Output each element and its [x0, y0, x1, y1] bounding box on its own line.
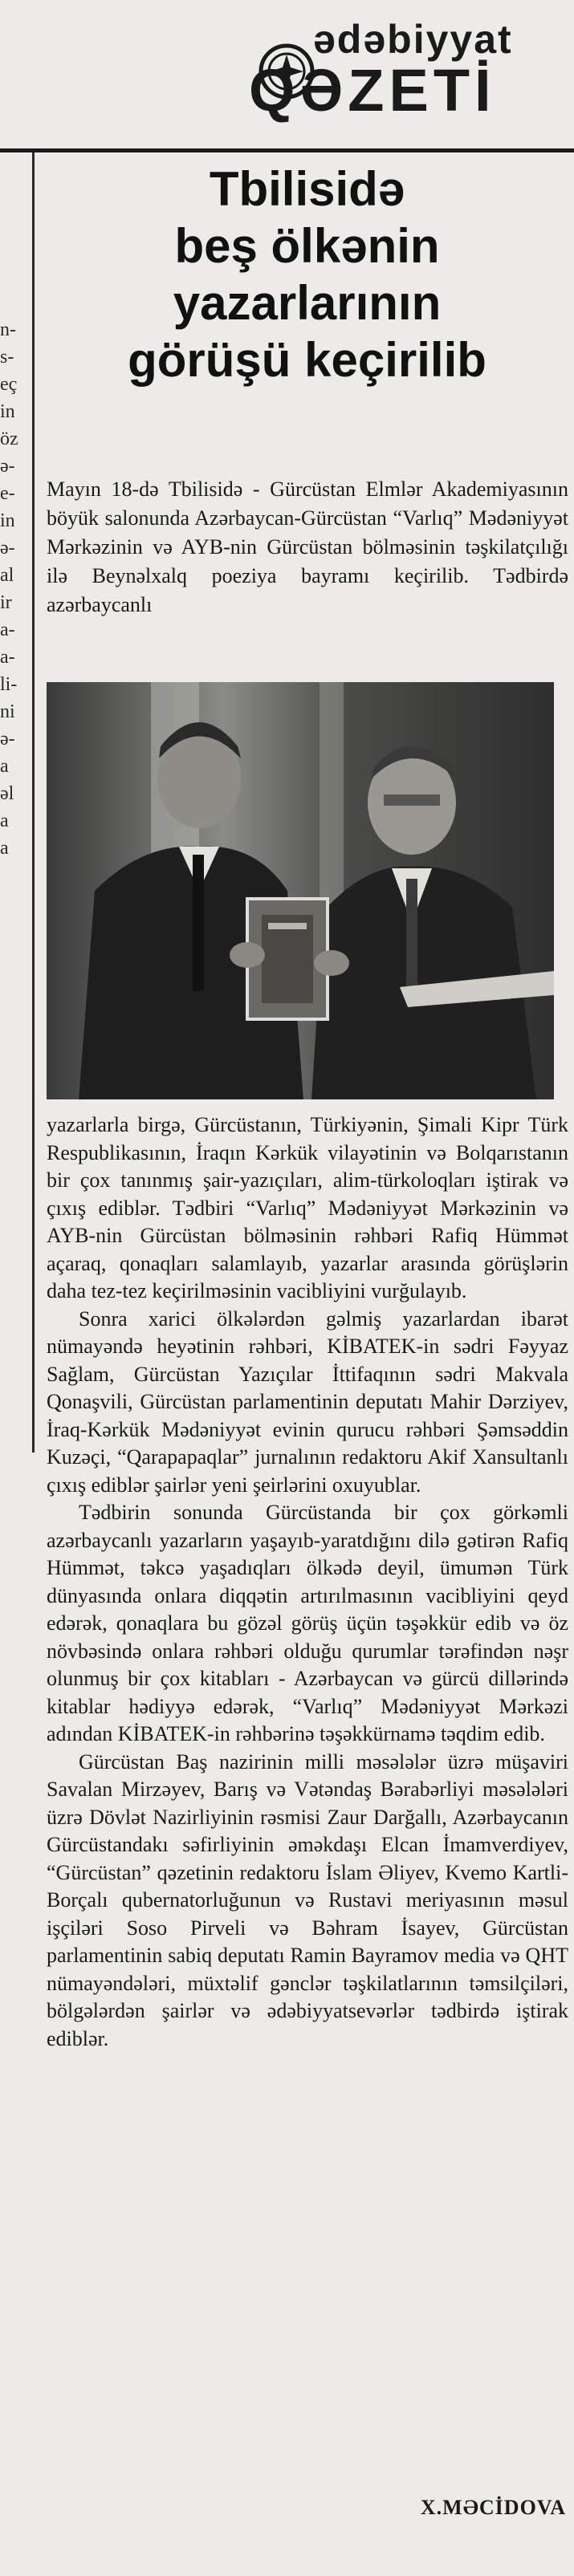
column-fragment: ə- — [0, 729, 15, 750]
column-fragment: n- — [0, 319, 16, 340]
masthead-title-top: ədəbiyyat — [313, 17, 513, 62]
column-fragment: a — [0, 811, 9, 831]
article-paragraph: Gürcüstan Baş nazirinin milli məsələlər üzrə müşaviri Savalan Mirzəyev, Barış və Vətəndaş Bərabərliyi məsələləri üzrə Dövlət Nazirliyinin rəsmisi Zaur Darğallı, Azərbaycanın Gürcüstandakı səfirliyinin əməkdaşı Elcan İmamverdiyev, “Gürcüstan” qəzetinin redaktoru İslam Əliyev, Kvemo Kartli-Borçalı qubernatorluğunun və Rustavi meriyasının məsul işçiləri Soso Pirveli və Bəhram İsayev, Gürcüstan parlamentinin sabiq deputatı Ramin Bayramov media və QHT nümayəndələri, müxtəlif gənclər təşkilatlarının təmsilçiləri, bölgələrdən şairlər və ədəbiyyatsevərlər tədbirdə iştirak ediblər. — [47, 1749, 568, 2050]
adjacent-column-fragments — [0, 152, 22, 1035]
column-fragment: ir — [0, 592, 12, 613]
photo-two-men-award-plaque-icon — [47, 682, 554, 1099]
column-fragment: öz — [0, 429, 18, 449]
column-fragment: e- — [0, 483, 15, 504]
column-fragment — [0, 180, 22, 207]
article-headline — [40, 160, 574, 388]
column-fragment: s- — [0, 347, 14, 368]
column-fragment — [0, 289, 22, 316]
column-fragment — [0, 234, 22, 262]
column-fragment: a — [0, 838, 9, 859]
article-paragraph: yazarlarla birgə, Gürcüstanın, Türkiyənin, Şimali Kipr Türk Respublikasının, İraqın Kərkük vilayətinin və Bolqarıstanın bir çox tanınmış şair-yazıçıları, alim-türkoloqları iştirak və çıxış ediblər. Tədbiri “Varlıq” Mədəniyyət Mərkəzinin və AYB-nin Gürcüstan bölməsinin rəhbəri Rafiq Hümmət açaraq, qonaqları salamlayıb, yazarlar arasında görüşlərin daha tez-tez keçirilməsinin vacibliyini vurğulayıb. — [47, 1113, 568, 1302]
article-photo — [47, 682, 554, 1099]
headline-line: görüşü keçirilib — [128, 333, 486, 387]
column-fragment — [0, 262, 22, 289]
masthead-band — [0, 0, 574, 152]
column-fragment: ə- — [0, 456, 15, 477]
column-fragment: ni — [0, 701, 15, 722]
column-fragment: in — [0, 401, 15, 422]
article-paragraph: Tədbirin sonunda Gürcüstanda bir çox görkəmli azərbaycanlı yazarların yaşayıb-yaratdığını dilə gətirən Rafiq Hümmət, təkcə yaşadıqları ölkədə deyil, ümumən Türk dünyasında onlara diqqətin artırılmasının vacibliyini qeyd edərək, qonaqlara bu gözəl görüş üçün təşəkkür edib və öz növbəsində onlara rəhbəri olduğu qurumlar tərəfindən nəşr olunmuş bir çox kitabları - Azərbaycan və gürcü dillərində kitablar hədiyyə edərək, “Varlıq” Mədəniyyət Mərkəzi adından KİBATEK-in rəhbərinə təşəkkürnamə təqdim edib. — [47, 1501, 568, 1745]
author-signature: X.MƏCİDOVA — [420, 2496, 566, 2519]
column-fragment: a- — [0, 620, 15, 640]
column-fragment: ə- — [0, 538, 15, 559]
column-fragment: əl — [0, 783, 14, 804]
column-fragment: a — [0, 756, 9, 777]
headline-line: Tbilisidə — [209, 162, 405, 216]
column-fragment: li- — [0, 674, 18, 695]
headline-line: yazarlarının — [173, 276, 442, 330]
column-divider — [32, 152, 35, 1453]
column-fragment: in — [0, 510, 15, 531]
column-fragment: eç — [0, 374, 18, 395]
column-fragment — [0, 207, 22, 234]
article-lead: Mayın 18-də Tbilisidə - Gürcüstan Elmlər Akademiyasının böyük salonunda Azərbaycan-Gürcüstan “Varlıq” Mədəniyyət Mərkəzinin və AYB-nin Gürcüstan bölməsinin təşkilatçılığı ilə Beynəlxalq poeziya bayramı keçirilib. Tədbirdə azərbaycanlı — [47, 477, 568, 616]
masthead-logo — [249, 16, 566, 124]
column-fragment: al — [0, 565, 14, 586]
column-fragment: a- — [0, 647, 15, 668]
article-body — [47, 1111, 568, 2053]
headline-line: beş ölkənin — [174, 219, 440, 273]
column-fragment — [0, 152, 22, 180]
article-paragraph: Sonra xarici ölkələrdən gəlmiş yazarlardan ibarət nümayəndə heyətinin rəhbəri, KİBATEK-in sədri Fəyyaz Sağlam, Gürcüstan Yazıçılar İttifaqının sədri Makvala Qonaşvili, Gürcüstan parlamentinin deputatı Mahir Dərziyev, İraq-Kərkük Mədəniyyət evinin qurucu rəhbəri Şəmsəddin Kuzəçi, “Qarapapaqlar” jurnalının redaktoru Akif Xansultanlı çıxış ediblər şairlər yeni şeirlərini oxuyublar. — [47, 1306, 568, 1497]
masthead-title-bottom: QƏZETİ — [249, 57, 496, 124]
